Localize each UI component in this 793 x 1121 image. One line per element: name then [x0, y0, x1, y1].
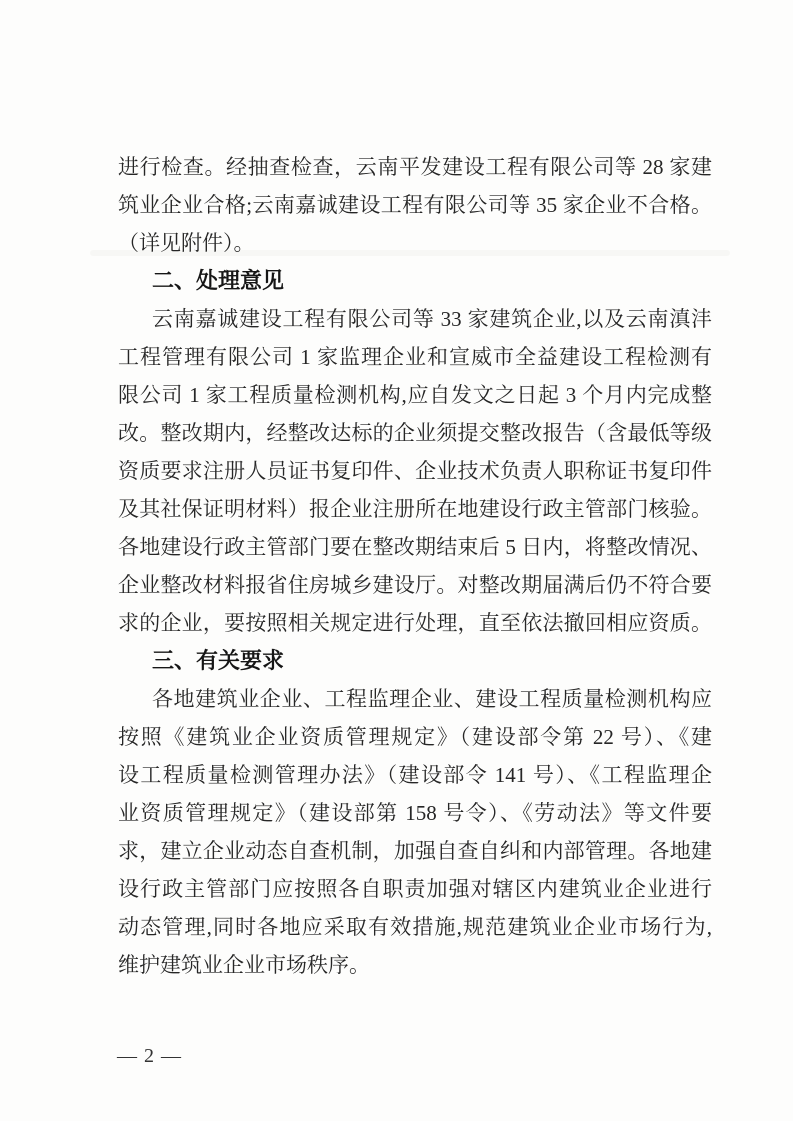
text-line — [118, 566, 712, 604]
text-line — [118, 832, 712, 870]
text-line-content: 各地建设行政主管部门要在整改期结束后 5 日内，将整改情况、 — [118, 535, 712, 559]
text-line-content: 工程管理有限公司 1 家监理企业和宣威市全益建设工程检测有 — [118, 345, 712, 369]
text-line-content: 企业整改材料报省住房城乡建设厅。对整改期届满后仍不符合要 — [118, 573, 712, 597]
text-line — [118, 338, 712, 376]
text-line — [118, 528, 712, 566]
page-number: — 2 — — [117, 1045, 182, 1067]
text-line — [118, 718, 712, 756]
text-line-content: 改。整改期内，经整改达标的企业须提交整改报告（含最低等级 — [118, 421, 712, 445]
text-line-content: 及其社保证明材料）报企业注册所在地建设行政主管部门核验。 — [118, 497, 712, 521]
text-line — [118, 186, 712, 224]
text-line-content: 动态管理,同时各地应采取有效措施,规范建筑业企业市场行为, — [118, 915, 712, 939]
text-line-content: 维护建筑业企业市场秩序。 — [118, 953, 370, 977]
text-line-content: 三、有关要求 — [152, 648, 285, 673]
text-line — [118, 376, 712, 414]
text-line — [118, 224, 712, 262]
text-line-content: 二、处理意见 — [152, 268, 285, 293]
text-line — [118, 604, 712, 642]
text-line — [118, 794, 712, 832]
text-line — [118, 490, 712, 528]
text-line-content: 各地建筑业企业、工程监理企业、建设工程质量检测机构应 — [152, 687, 712, 711]
text-line — [118, 414, 712, 452]
text-line — [118, 300, 712, 338]
text-line-content: 云南嘉诚建设工程有限公司等 33 家建筑企业,以及云南滇沣 — [152, 307, 712, 331]
text-line — [118, 908, 712, 946]
document-body — [118, 148, 712, 984]
text-line — [118, 148, 712, 186]
text-line — [118, 870, 712, 908]
section-heading — [118, 642, 712, 680]
section-heading — [118, 262, 712, 300]
text-line-content: 求的企业，要按照相关规定进行处理，直至依法撤回相应资质。 — [118, 611, 712, 635]
text-line-content: 筑业企业合格;云南嘉诚建设工程有限公司等 35 家企业不合格。 — [118, 193, 712, 217]
text-line-content: 资质要求注册人员证书复印件、企业技术负责人职称证书复印件 — [118, 459, 712, 483]
text-line — [118, 756, 712, 794]
text-line-content: 设工程质量检测管理办法》（建设部令 141 号）、《工程监理企 — [118, 763, 712, 787]
text-line — [118, 946, 712, 984]
text-line-content: 限公司 1 家工程质量检测机构,应自发文之日起 3 个月内完成整 — [118, 383, 712, 407]
text-line-content: （详见附件）。 — [118, 231, 255, 255]
text-line-content: 设行政主管部门应按照各自职责加强对辖区内建筑业企业进行 — [118, 877, 712, 901]
text-line-content: 求，建立企业动态自查机制，加强自查自纠和内部管理。各地建 — [118, 839, 712, 863]
text-line — [118, 452, 712, 490]
text-line-content: 进行检查。经抽查检查，云南平发建设工程有限公司等 28 家建 — [118, 155, 712, 179]
text-line — [118, 680, 712, 718]
text-line-content: 业资质管理规定》（建设部第 158 号令）、《劳动法》等文件要 — [118, 801, 712, 825]
text-line-content: 按照《建筑业企业资质管理规定》（建设部令第 22 号）、《建 — [118, 725, 712, 749]
